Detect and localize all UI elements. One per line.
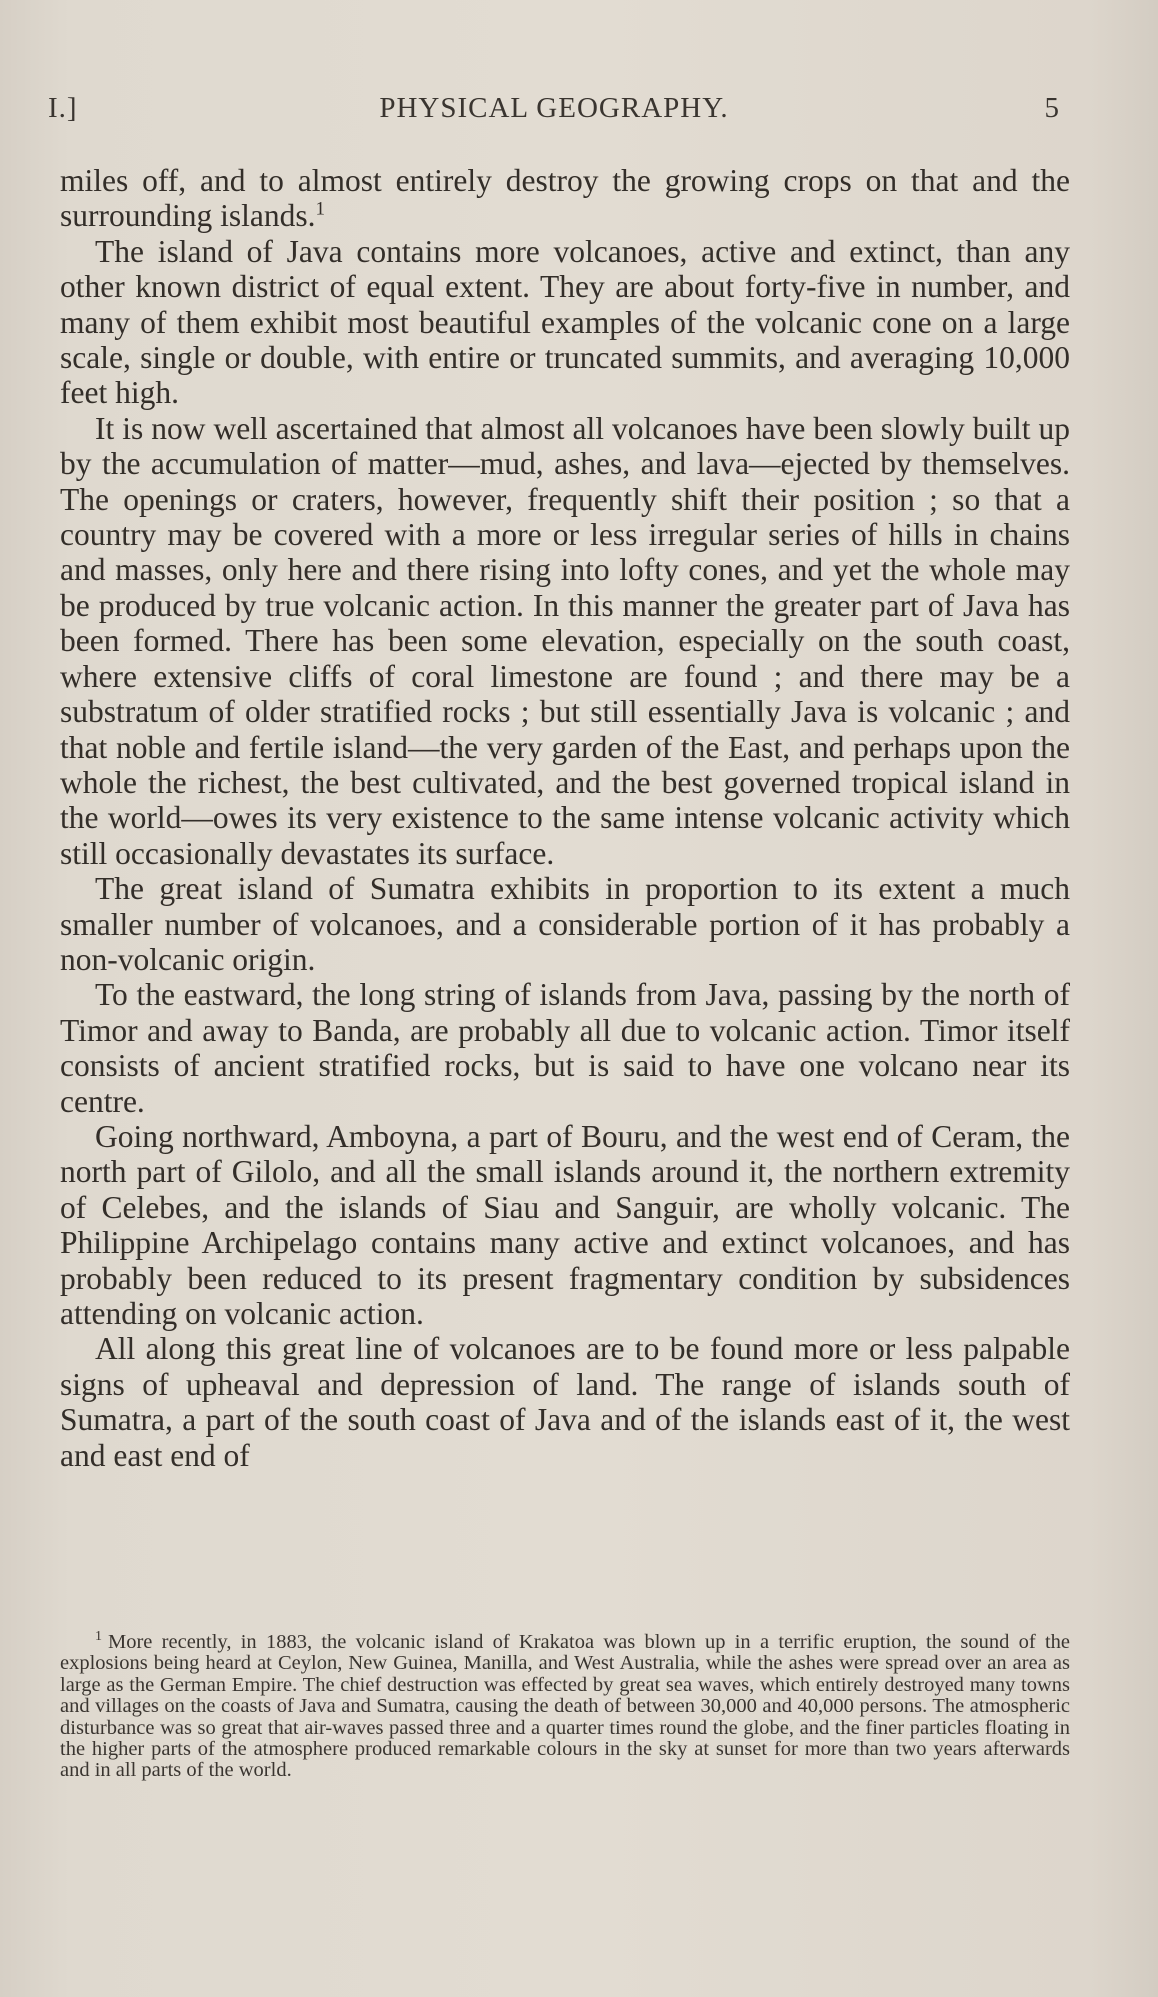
paragraph-1 (60, 163, 1070, 234)
paragraph-5: To the eastward, the long string of islands from Java, passing by the north of Timor and away to Banda, are probably all due to volcanic action. Timor itself consists of ancient stratified rocks, but is said to have one volcano near its centre. (60, 977, 1070, 1119)
footnote-reference: 1 (315, 198, 325, 220)
footnote (60, 1629, 1070, 1782)
body-text (60, 163, 1070, 1473)
running-head (48, 92, 1060, 132)
paragraph-text: miles off, and to almost entirely destroy the growing crops on that and the surrounding islands. (60, 163, 1070, 234)
footnote-paragraph (60, 1629, 1070, 1782)
paragraph-4: The great island of Sumatra exhibits in proportion to its extent a much smaller number of volcanoes, and a considerable portion of it has probably a non-volcanic origin. (60, 871, 1070, 977)
chapter-number: I.] (48, 92, 78, 124)
page-number: 5 (1044, 92, 1060, 124)
paragraph-3: It is now well ascertained that almost all volcanoes have been slowly built up by the accumulation of matter—mud, ashes, and lava—ejected by themselves. The openings or craters, however, frequently shift their position ; so that a country may be covered with a more or less irregular series of hills in chains and masses, only here and there rising into lofty cones, and yet the whole may be produced by true volcanic action. In this manner the greater part of Java has been formed. There has been some elevation, especially on the south coast, where extensive cliffs of coral limestone are found ; and there may be a substratum of older stratified rocks ; but still essentially Java is volcanic ; and that noble and fertile island—the very garden of the East, and perhaps upon the whole the richest, the best cultivated, and the best governed tropical island in the world—owes its very existence to the same intense volcanic activity which still occasionally devastates its surface. (60, 410, 1070, 871)
paragraph-6: Going northward, Amboyna, a part of Bouru, and the west end of Ceram, the north part of Gilolo, and all the small islands around it, the northern extremity of Celebes, and the islands of Siau and Sanguir, are wholly volcanic. The Philippine Archipelago contains many active and extinct volcanoes, and has probably been reduced to its present fragmentary condition by subsidences attending on volcanic action. (60, 1118, 1070, 1331)
running-title: PHYSICAL GEOGRAPHY. (379, 92, 729, 124)
paragraph-7: All along this great line of volcanoes are to be found more or less palpable signs of upheaval and depression of land. The range of islands south of Sumatra, a part of the south coast of Java and of the islands east of it, the west and east end of (60, 1331, 1070, 1473)
footnote-text: More recently, in 1883, the volcanic island of Krakatoa was blown up in a terrific eruption, the sound of the explosions being heard at Ceylon, New Guinea, Manilla, and West Australia, while the ashes were spread over an area as large as the German Empire. The chief destruction was effected by great sea waves, which entirely destroyed many towns and villages on the coasts of Java and Sumatra, causing the death of between 30,000 and 40,000 persons. The atmospheric disturbance was so great that air-waves passed three and a quarter times round the globe, and the finer particles floating in the higher parts of the atmosphere produced remarkable colours in the sky at sunset for more than two years afterwards and in all parts of the world. (60, 1631, 1070, 1782)
footnote-marker: 1 (95, 1629, 102, 1645)
paragraph-2: The island of Java contains more volcanoes, active and extinct, than any other known district of equal extent. They are about forty-five in number, and many of them exhibit most beautiful examples of the volcanic cone on a large scale, single or double, with entire or truncated summits, and averaging 10,000 feet high. (60, 233, 1070, 411)
